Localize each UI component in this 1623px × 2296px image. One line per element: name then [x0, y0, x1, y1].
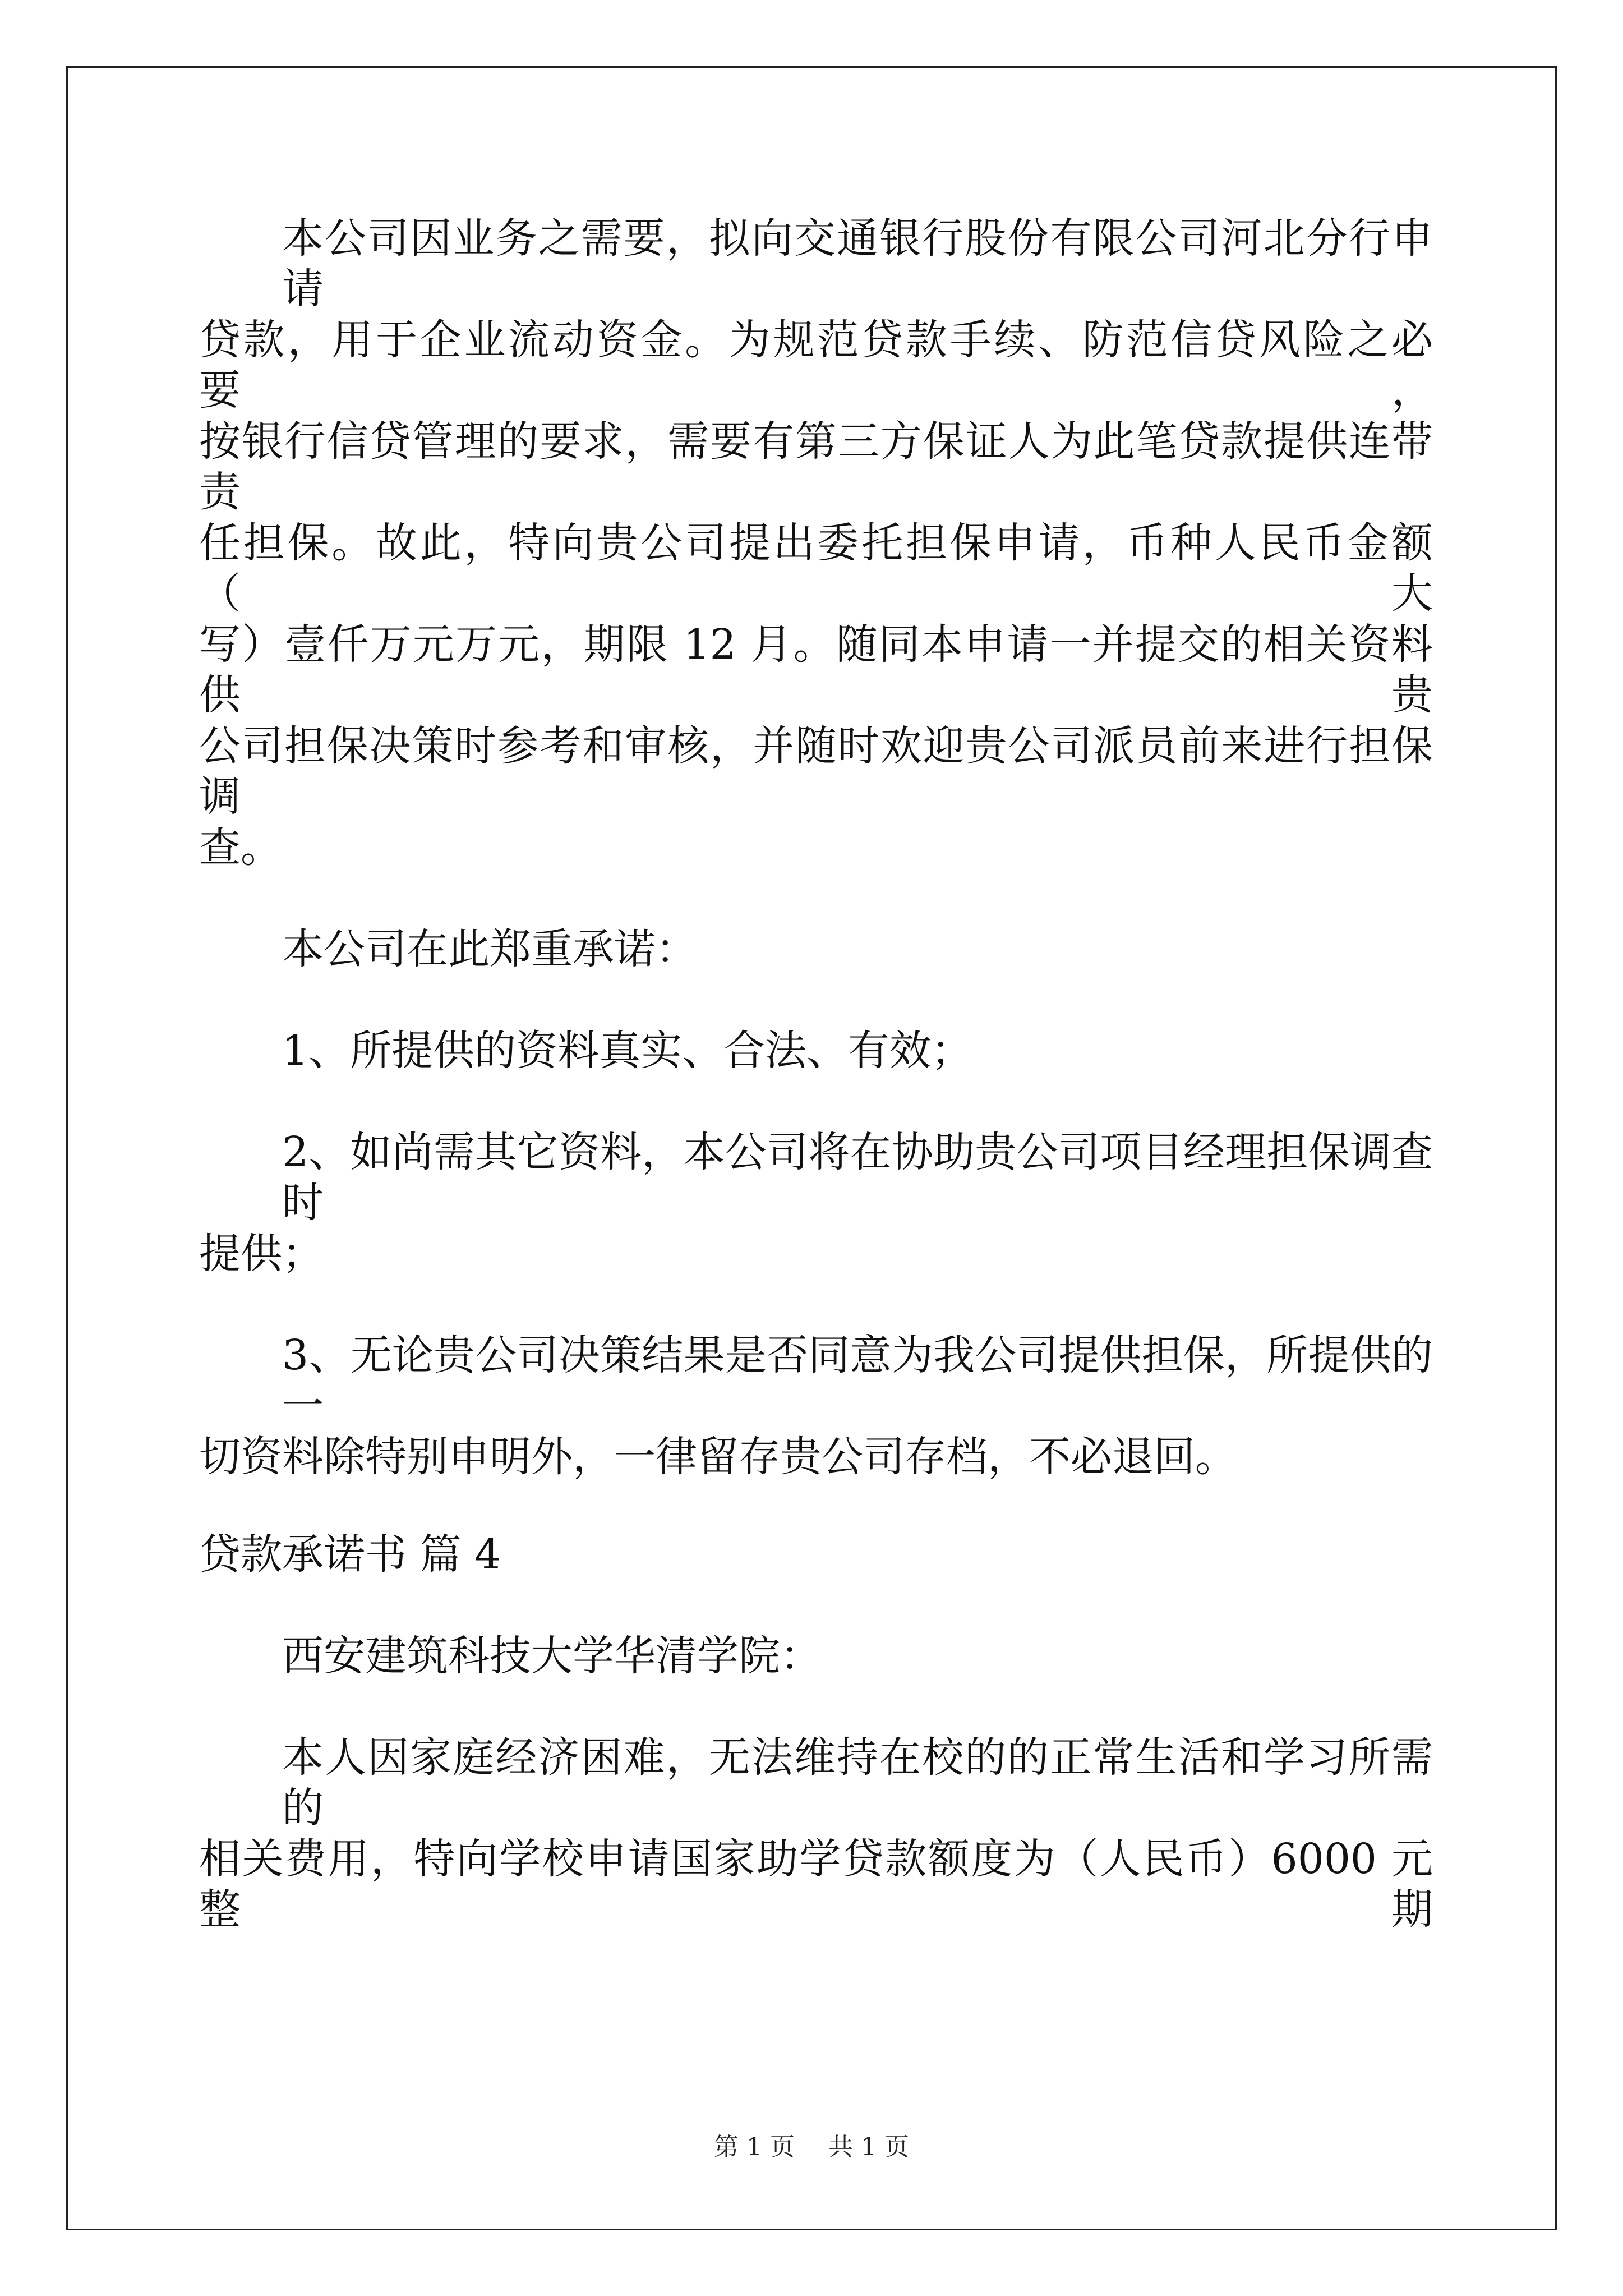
list-item: 3、无论贵公司决策结果是否同意为我公司提供担保，所提供的一 — [282, 1331, 1433, 1430]
paragraph-line: 写）壹仟万元万元，期限 12 月。随同本申请一并提交的相关资料供贵 — [199, 620, 1433, 719]
paragraph-line: 本公司在此郑重承诺： — [282, 925, 697, 973]
paragraph-line: 切资料除特别申明外，一律留存贵公司存档，不必退回。 — [199, 1433, 1237, 1481]
page-number: 第 1 页 — [714, 2133, 795, 2161]
salutation: 西安建筑科技大学华清学院： — [282, 1632, 822, 1680]
paragraph-line: 任担保。故此，特向贵公司提出委托担保申请，币种人民币金额（大 — [199, 519, 1433, 618]
paragraph-line: 查。 — [199, 823, 282, 872]
page-total: 共 1 页 — [828, 2133, 909, 2161]
paragraph-line: 贷款，用于企业流动资金。为规范贷款手续、防范信贷风险之必要， — [199, 316, 1433, 415]
list-item: 1、所提供的资料真实、合法、有效； — [282, 1027, 973, 1075]
paragraph-line: 公司担保决策时参考和审核，并随时欢迎贵公司派员前来进行担保调 — [199, 722, 1433, 821]
paragraph-line: 按银行信贷管理的要求，需要有第三方保证人为此笔贷款提供连带责 — [199, 417, 1433, 516]
list-item: 2、如尚需其它资料，本公司将在协助贵公司项目经理担保调查时 — [282, 1128, 1433, 1227]
section-heading: 贷款承诺书 篇 4 — [199, 1530, 501, 1579]
paragraph-line: 本人因家庭经济困难，无法维持在校的的正常生活和学习所需的 — [282, 1733, 1433, 1832]
paragraph-line: 本公司因业务之需要，拟向交通银行股份有限公司河北分行申请 — [282, 214, 1433, 313]
paragraph-line: 提供； — [199, 1230, 324, 1278]
paragraph-line: 相关费用，特向学校申请国家助学贷款额度为（人民币）6000 元整期 — [199, 1835, 1433, 1934]
page-footer — [0, 2132, 1623, 2163]
